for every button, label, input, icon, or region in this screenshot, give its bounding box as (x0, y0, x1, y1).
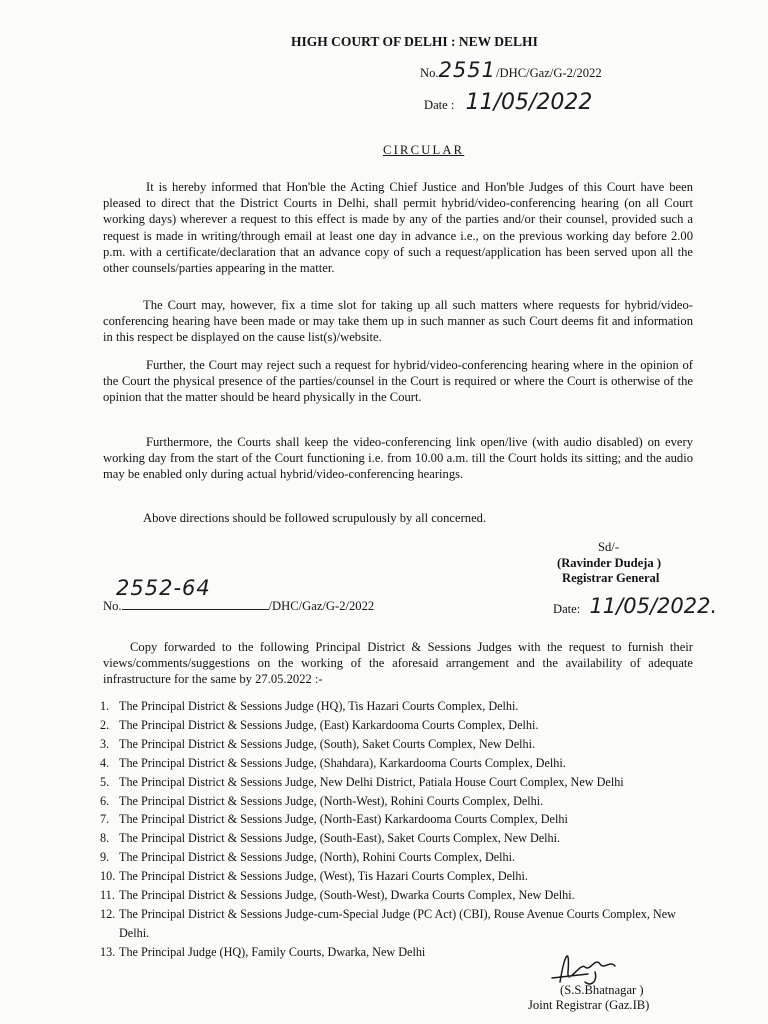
list-item: 9. The Principal District & Sessions Judge, (North), Rohini Courts Complex, Delhi. (100, 850, 516, 865)
signatory2-designation: Joint Registrar (Gaz.IB) (528, 998, 650, 1012)
number-prefix: No. (420, 66, 439, 80)
circular-title: CIRCULAR (383, 143, 465, 157)
list-item: 4. The Principal District & Sessions Judge, (Shahdara), Karkardooma Courts Complex, Delhi. (100, 755, 566, 770)
list-item: 3. The Principal District & Sessions Judge, (South), Saket Courts Complex, New Delhi. (100, 736, 536, 751)
list-item: 6. The Principal District & Sessions Judge, (North-West), Rohini Courts Complex, Delhi. (100, 793, 544, 808)
signatory-designation: Registrar General (562, 571, 660, 585)
list-item: 12. The Principal District & Sessions Judge-cum-Special Judge (PC Act) (CBI), Rouse Avenue Courts Complex, New Delhi. (100, 906, 676, 940)
endorsement-prefix: No. (103, 599, 122, 613)
list-item: 5. The Principal District & Sessions Judge, New Delhi District, Patiala House Court Complex, New Delhi (100, 774, 624, 789)
list-item: 7. The Principal District & Sessions Judge, (North-East) Karkardooma Courts Complex, Delhi (100, 812, 568, 827)
list-item: 2. The Principal District & Sessions Judge, (East) Karkardooma Courts Complex, Delhi. (100, 717, 539, 732)
list-item: 8. The Principal District & Sessions Judge, (South-East), Saket Courts Complex, New Delhi. (100, 831, 561, 846)
endorsement-number-line (103, 599, 374, 614)
paragraph-3: Further, the Court may reject such a request for hybrid/video-conferencing hearing where in the opinion of the Court the physical presence of the parties/counsel in the Court is required or where the Court is otherwise of the opinion that the matter should be heard physically in the Court. (103, 358, 693, 405)
recipient-list (100, 697, 700, 962)
list-item: 1. The Principal District & Sessions Judge (HQ), Tis Hazari Courts Complex, Delhi. (100, 699, 519, 713)
number-blank (122, 599, 269, 610)
copy-forward-paragraph: Copy forwarded to the following Principal District & Sessions Judges with the request to furnish their views/comments/suggestions on the working of the aforesaid arrangement and the availability of adequate infrastructure for the same by 27.05.2022 :- (103, 640, 693, 686)
signatory-name: (Ravinder Dudeja ) (557, 556, 662, 570)
handwritten-endorsement-date: 11/05/2022. (589, 594, 718, 618)
list-item: 10. The Principal District & Sessions Judge, (West), Tis Hazari Courts Complex, Delhi. (100, 869, 528, 884)
list-item: 11. The Principal District & Sessions Judge, (South-West), Dwarka Courts Complex, New Delhi. (100, 888, 575, 903)
number-suffix: /DHC/Gaz/G-2/2022 (496, 66, 602, 80)
handwritten-endorsement-number: 2552-64 (116, 576, 211, 600)
circular-date-line (424, 90, 592, 115)
endorsement-date-line (553, 594, 717, 618)
signatory2-name: (S.S.Bhatnagar ) (560, 983, 644, 997)
handwritten-date: 11/05/2022 (465, 90, 593, 115)
paragraph-1: It is hereby informed that Hon'ble the Acting Chief Justice and Hon'ble Judges of this Court have been pleased to direct that the District Courts in Delhi, shall permit hybrid/video-conferencing hearing (on all Court working days) wherever a request to this effect is made by any of the parties and/or their counsel, provided such a request is made in writing/through email at least one day in advance i.e., on the previous working day before 2.00 p.m. with a certificate/declaration that an advance copy of such a request/application has been served upon all the other counsels/parties appearing in the matter. (103, 180, 693, 276)
endorsement-date-label: Date: (553, 602, 581, 616)
court-heading: HIGH COURT OF DELHI : NEW DELHI (291, 34, 538, 49)
list-item: 13. The Principal Judge (HQ), Family Courts, Dwarka, New Delhi (100, 944, 426, 959)
paragraph-2: The Court may, however, fix a time slot for taking up all such matters where requests for hybrid/video-conferencing hearing have been made or may take them up in such manner as such Court deems fit and information in this respect be displayed on the cause list(s)/website. (103, 298, 693, 345)
handwritten-number: 2551 (438, 58, 496, 82)
circular-number-line (420, 58, 602, 82)
endorsement-suffix: /DHC/Gaz/G-2/2022 (268, 599, 375, 613)
date-label: Date : (424, 98, 455, 112)
paragraph-4: Furthermore, the Courts shall keep the video-conferencing link open/live (with audio disabled) on every working day from the start of the Court functioning i.e. from 10.00 a.m. till the Court holds its sitting; and the audio may be enabled only during actual hybrid/video-conferencing hearings. (103, 435, 693, 482)
paragraph-5: Above directions should be followed scrupulously by all concerned. (143, 511, 487, 525)
sd-mark: Sd/- (598, 540, 619, 554)
